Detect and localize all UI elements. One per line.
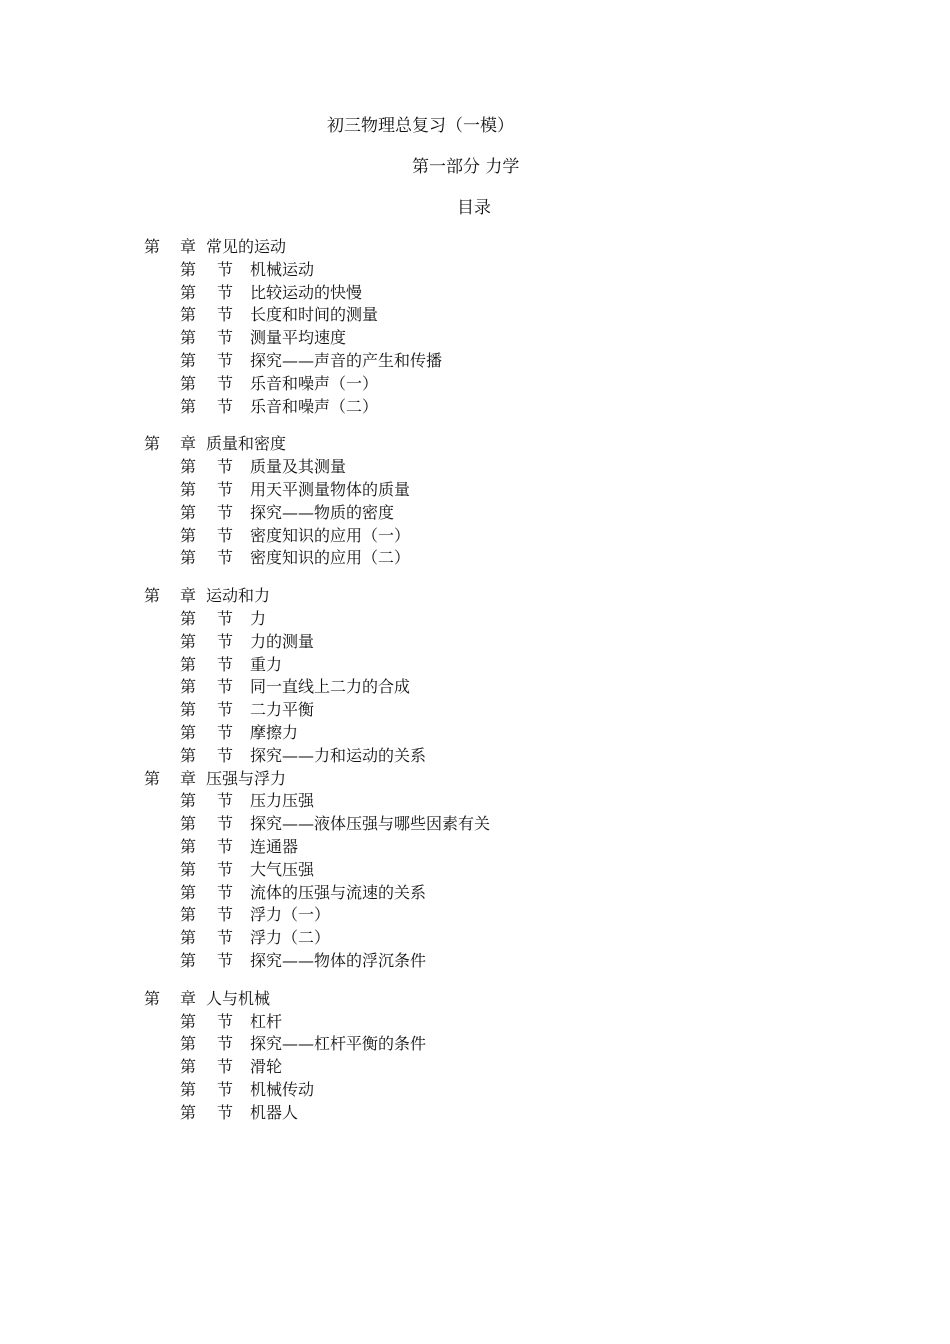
section-item [144, 813, 744, 836]
section-prefix: 第 [180, 525, 197, 545]
section-suffix: 节 [217, 654, 234, 674]
section-title: 力的测量 [250, 631, 315, 651]
section-suffix: 节 [217, 328, 234, 348]
section-suffix: 节 [217, 928, 234, 948]
section-title: 滑轮 [250, 1057, 283, 1077]
chapter-block [144, 585, 744, 767]
section-title: 质量及其测量 [250, 457, 347, 477]
section-item [144, 350, 744, 373]
section-title: 重力 [250, 654, 283, 674]
section-item [144, 927, 744, 950]
section-item [144, 950, 744, 973]
chapter-title: 压强与浮力 [206, 768, 287, 788]
section-suffix: 节 [217, 479, 234, 499]
section-prefix: 第 [180, 1102, 197, 1122]
section-title: 探究——杠杆平衡的条件 [250, 1034, 427, 1054]
section-title: 探究——物质的密度 [250, 502, 395, 522]
chapter-prefix: 第 [144, 237, 161, 256]
section-item [144, 1079, 744, 1102]
section-title: 压力压强 [250, 791, 315, 811]
section-prefix: 第 [180, 1079, 197, 1099]
section-title: 乐音和噪声（一） [250, 373, 379, 393]
section-title: 机械运动 [250, 259, 315, 279]
section-prefix: 第 [180, 305, 197, 325]
section-suffix: 节 [217, 548, 234, 568]
section-item [144, 1033, 744, 1056]
section-suffix: 节 [217, 859, 234, 879]
section-prefix: 第 [180, 905, 197, 925]
chapter-heading [144, 236, 744, 259]
chapter-suffix: 章 [180, 586, 197, 606]
chapter-prefix: 第 [144, 434, 161, 454]
section-title: 密度知识的应用（一） [250, 525, 411, 545]
section-prefix: 第 [180, 928, 197, 948]
section-suffix: 节 [217, 457, 234, 477]
section-title: 二力平衡 [250, 700, 315, 720]
chapter-prefix: 第 [144, 988, 161, 1008]
section-item [144, 259, 744, 282]
section-suffix: 节 [217, 282, 234, 302]
section-item [144, 722, 744, 745]
section-title: 摩擦力 [250, 722, 299, 742]
section-prefix: 第 [180, 859, 197, 879]
section-prefix: 第 [180, 502, 197, 522]
section-title: 浮力（二） [250, 928, 331, 948]
section-suffix: 节 [217, 608, 234, 628]
section-suffix: 节 [217, 905, 234, 925]
section-title: 机械传动 [250, 1079, 315, 1099]
section-title: 力 [250, 608, 267, 628]
section-item [144, 608, 744, 631]
chapter-block [144, 768, 744, 973]
section-item [144, 1011, 744, 1034]
chapter-suffix: 章 [180, 768, 197, 788]
section-prefix: 第 [180, 328, 197, 348]
section-prefix: 第 [180, 677, 197, 697]
section-title: 探究——声音的产生和传播 [250, 350, 443, 370]
section-suffix: 节 [217, 836, 234, 856]
section-suffix: 节 [217, 1079, 234, 1099]
section-suffix: 节 [217, 259, 234, 279]
chapter-block [144, 433, 744, 570]
section-item [144, 547, 744, 570]
section-item [144, 1056, 744, 1079]
section-suffix: 节 [217, 722, 234, 742]
section-title: 连通器 [250, 836, 299, 856]
section-prefix: 第 [180, 700, 197, 720]
chapter-block [144, 236, 744, 418]
section-prefix: 第 [180, 836, 197, 856]
section-item [144, 396, 744, 419]
section-suffix: 节 [217, 1057, 234, 1077]
section-prefix: 第 [180, 373, 197, 393]
section-prefix: 第 [180, 282, 197, 302]
part-title: 第一部分 力学 [412, 157, 520, 177]
chapter-title: 质量和密度 [206, 434, 287, 454]
chapter-heading [144, 585, 744, 608]
section-suffix: 节 [217, 882, 234, 902]
toc-heading: 目录 [457, 198, 491, 218]
section-prefix: 第 [180, 1011, 197, 1031]
chapter-suffix: 章 [180, 434, 197, 454]
section-suffix: 节 [217, 950, 234, 970]
section-item [144, 904, 744, 927]
section-item [144, 859, 744, 882]
section-item [144, 745, 744, 768]
section-title: 探究——力和运动的关系 [250, 745, 427, 765]
section-prefix: 第 [180, 745, 197, 765]
section-item [144, 699, 744, 722]
chapter-prefix: 第 [144, 768, 161, 788]
section-item [144, 1102, 744, 1125]
section-suffix: 节 [217, 791, 234, 811]
chapter-title: 常见的运动 [206, 237, 287, 256]
section-title: 密度知识的应用（二） [250, 548, 411, 568]
section-title: 浮力（一） [250, 905, 331, 925]
section-title: 长度和时间的测量 [250, 305, 379, 325]
section-item [144, 282, 744, 305]
section-item [144, 479, 744, 502]
section-item [144, 525, 744, 548]
chapter-suffix: 章 [180, 237, 197, 256]
section-prefix: 第 [180, 457, 197, 477]
section-suffix: 节 [217, 1102, 234, 1122]
document-title: 初三物理总复习（一模） [327, 116, 514, 136]
section-item [144, 676, 744, 699]
section-item [144, 654, 744, 677]
section-suffix: 节 [217, 525, 234, 545]
chapter-heading [144, 768, 744, 791]
section-prefix: 第 [180, 1057, 197, 1077]
section-item [144, 373, 744, 396]
section-prefix: 第 [180, 791, 197, 811]
section-prefix: 第 [180, 950, 197, 970]
section-title: 流体的压强与流速的关系 [250, 882, 427, 902]
section-item [144, 502, 744, 525]
section-title: 大气压强 [250, 859, 315, 879]
chapter-title: 人与机械 [206, 988, 271, 1008]
section-item [144, 836, 744, 859]
section-suffix: 节 [217, 700, 234, 720]
section-prefix: 第 [180, 1034, 197, 1054]
section-prefix: 第 [180, 259, 197, 279]
section-suffix: 节 [217, 502, 234, 522]
section-prefix: 第 [180, 814, 197, 834]
section-prefix: 第 [180, 479, 197, 499]
chapter-heading [144, 988, 744, 1011]
section-prefix: 第 [180, 722, 197, 742]
section-title: 比较运动的快慢 [250, 282, 363, 302]
table-of-contents [144, 236, 744, 1124]
section-prefix: 第 [180, 631, 197, 651]
section-prefix: 第 [180, 654, 197, 674]
section-prefix: 第 [180, 608, 197, 628]
section-suffix: 节 [217, 745, 234, 765]
chapter-prefix: 第 [144, 586, 161, 606]
section-suffix: 节 [217, 1011, 234, 1031]
chapter-block [144, 988, 744, 1125]
section-suffix: 节 [217, 350, 234, 370]
section-item [144, 631, 744, 654]
section-item [144, 790, 744, 813]
section-title: 探究——物体的浮沉条件 [250, 950, 427, 970]
section-title: 用天平测量物体的质量 [250, 479, 411, 499]
chapter-suffix: 章 [180, 988, 197, 1008]
chapter-heading [144, 433, 744, 456]
section-suffix: 节 [217, 396, 234, 416]
section-item [144, 882, 744, 905]
section-suffix: 节 [217, 677, 234, 697]
section-title: 乐音和噪声（二） [250, 396, 379, 416]
section-title: 同一直线上二力的合成 [250, 677, 411, 697]
section-title: 机器人 [250, 1102, 299, 1122]
section-suffix: 节 [217, 305, 234, 325]
chapter-title: 运动和力 [206, 586, 271, 606]
section-title: 探究——液体压强与哪些因素有关 [250, 814, 491, 834]
section-suffix: 节 [217, 1034, 234, 1054]
section-suffix: 节 [217, 631, 234, 651]
section-suffix: 节 [217, 814, 234, 834]
section-prefix: 第 [180, 396, 197, 416]
section-item [144, 456, 744, 479]
section-item [144, 304, 744, 327]
section-title: 测量平均速度 [250, 328, 347, 348]
section-suffix: 节 [217, 373, 234, 393]
section-prefix: 第 [180, 548, 197, 568]
section-prefix: 第 [180, 882, 197, 902]
section-title: 杠杆 [250, 1011, 283, 1031]
section-prefix: 第 [180, 350, 197, 370]
section-item [144, 327, 744, 350]
